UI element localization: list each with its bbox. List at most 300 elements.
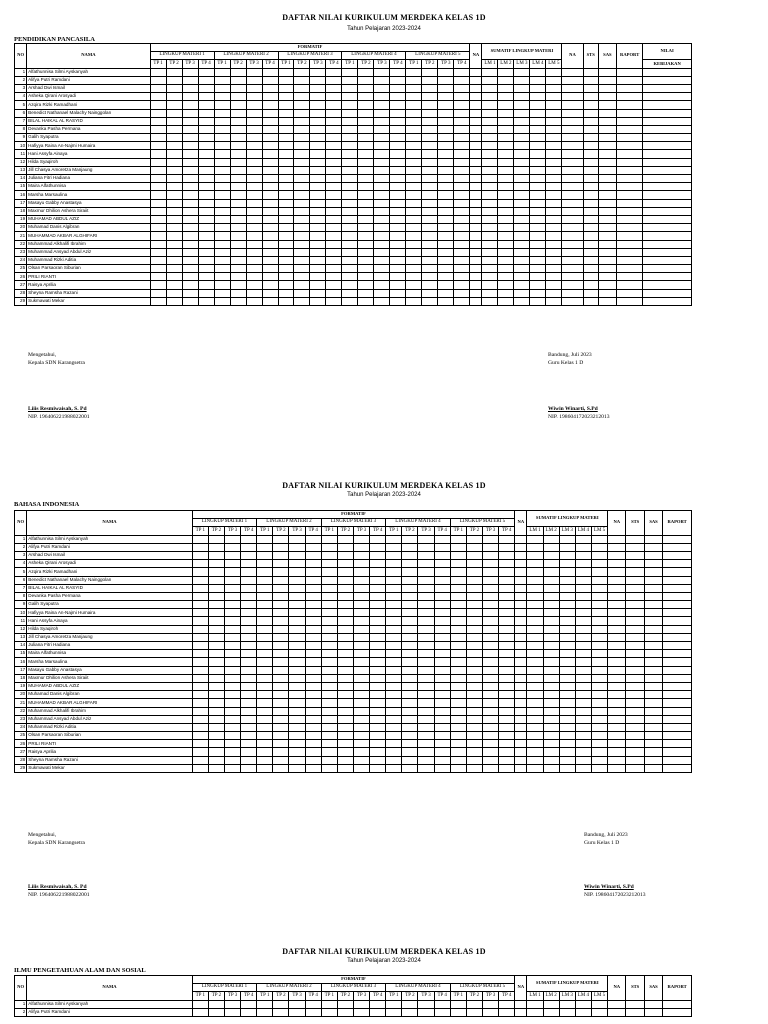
- grade-cell[interactable]: [294, 158, 310, 166]
- grade-cell[interactable]: [273, 543, 289, 551]
- grade-cell[interactable]: [246, 175, 262, 183]
- grade-cell[interactable]: [598, 289, 616, 297]
- grade-cell[interactable]: [591, 609, 607, 617]
- grade-cell[interactable]: [530, 215, 546, 223]
- grade-cell[interactable]: [454, 117, 470, 125]
- grade-cell[interactable]: [466, 642, 482, 650]
- grade-cell[interactable]: [543, 699, 559, 707]
- grade-cell[interactable]: [644, 592, 662, 600]
- grade-cell[interactable]: [257, 617, 273, 625]
- grade-cell[interactable]: [454, 289, 470, 297]
- grade-cell[interactable]: [406, 248, 422, 256]
- grade-cell[interactable]: [608, 633, 626, 641]
- grade-cell[interactable]: [278, 68, 294, 76]
- grade-cell[interactable]: [562, 232, 583, 240]
- grade-cell[interactable]: [305, 568, 321, 576]
- grade-cell[interactable]: [321, 592, 337, 600]
- grade-cell[interactable]: [386, 732, 402, 740]
- grade-cell[interactable]: [527, 568, 543, 576]
- grade-cell[interactable]: [422, 215, 438, 223]
- grade-cell[interactable]: [499, 682, 515, 690]
- grade-cell[interactable]: [241, 535, 257, 543]
- grade-cell[interactable]: [321, 748, 337, 756]
- grade-cell[interactable]: [246, 265, 262, 273]
- grade-cell[interactable]: [454, 183, 470, 191]
- grade-cell[interactable]: [406, 166, 422, 174]
- grade-cell[interactable]: [386, 740, 402, 748]
- grade-cell[interactable]: [337, 625, 353, 633]
- grade-cell[interactable]: [527, 551, 543, 559]
- grade-cell[interactable]: [406, 215, 422, 223]
- grade-cell[interactable]: [499, 543, 515, 551]
- grade-cell[interactable]: [626, 642, 644, 650]
- grade-cell[interactable]: [515, 592, 527, 600]
- grade-cell[interactable]: [326, 265, 342, 273]
- grade-cell[interactable]: [273, 1008, 289, 1016]
- grade-cell[interactable]: [342, 117, 358, 125]
- grade-cell[interactable]: [482, 84, 498, 92]
- grade-cell[interactable]: [434, 658, 450, 666]
- grade-cell[interactable]: [305, 650, 321, 658]
- grade-cell[interactable]: [418, 633, 434, 641]
- grade-cell[interactable]: [326, 93, 342, 101]
- grade-cell[interactable]: [617, 76, 643, 84]
- grade-cell[interactable]: [608, 699, 626, 707]
- grade-cell[interactable]: [182, 76, 198, 84]
- grade-cell[interactable]: [644, 642, 662, 650]
- grade-cell[interactable]: [482, 723, 498, 731]
- grade-cell[interactable]: [617, 84, 643, 92]
- grade-cell[interactable]: [358, 93, 374, 101]
- grade-cell[interactable]: [514, 134, 530, 142]
- grade-cell[interactable]: [208, 633, 224, 641]
- grade-cell[interactable]: [450, 691, 466, 699]
- grade-cell[interactable]: [454, 166, 470, 174]
- grade-cell[interactable]: [337, 666, 353, 674]
- grade-cell[interactable]: [182, 199, 198, 207]
- grade-cell[interactable]: [257, 740, 273, 748]
- grade-cell[interactable]: [644, 601, 662, 609]
- grade-cell[interactable]: [390, 224, 406, 232]
- grade-cell[interactable]: [321, 1008, 337, 1016]
- grade-cell[interactable]: [305, 756, 321, 764]
- grade-cell[interactable]: [310, 199, 326, 207]
- grade-cell[interactable]: [515, 748, 527, 756]
- grade-cell[interactable]: [358, 273, 374, 281]
- grade-cell[interactable]: [663, 568, 692, 576]
- grade-cell[interactable]: [337, 740, 353, 748]
- grade-cell[interactable]: [546, 150, 562, 158]
- grade-cell[interactable]: [337, 723, 353, 731]
- grade-cell[interactable]: [246, 281, 262, 289]
- grade-cell[interactable]: [663, 650, 692, 658]
- grade-cell[interactable]: [466, 650, 482, 658]
- grade-cell[interactable]: [466, 1000, 482, 1008]
- grade-cell[interactable]: [214, 199, 230, 207]
- grade-cell[interactable]: [499, 707, 515, 715]
- grade-cell[interactable]: [499, 764, 515, 772]
- grade-cell[interactable]: [182, 240, 198, 248]
- grade-cell[interactable]: [208, 609, 224, 617]
- grade-cell[interactable]: [326, 273, 342, 281]
- grade-cell[interactable]: [353, 658, 369, 666]
- grade-cell[interactable]: [342, 232, 358, 240]
- grade-cell[interactable]: [644, 1008, 662, 1016]
- grade-cell[interactable]: [358, 117, 374, 125]
- grade-cell[interactable]: [337, 658, 353, 666]
- grade-cell[interactable]: [278, 281, 294, 289]
- grade-cell[interactable]: [289, 633, 305, 641]
- grade-cell[interactable]: [370, 584, 386, 592]
- grade-cell[interactable]: [643, 84, 692, 92]
- grade-cell[interactable]: [342, 109, 358, 117]
- grade-cell[interactable]: [608, 740, 626, 748]
- grade-cell[interactable]: [305, 674, 321, 682]
- grade-cell[interactable]: [208, 707, 224, 715]
- grade-cell[interactable]: [515, 666, 527, 674]
- grade-cell[interactable]: [370, 560, 386, 568]
- grade-cell[interactable]: [305, 576, 321, 584]
- grade-cell[interactable]: [326, 84, 342, 92]
- grade-cell[interactable]: [262, 265, 278, 273]
- grade-cell[interactable]: [644, 1000, 662, 1008]
- grade-cell[interactable]: [278, 175, 294, 183]
- grade-cell[interactable]: [438, 109, 454, 117]
- grade-cell[interactable]: [370, 674, 386, 682]
- grade-cell[interactable]: [310, 256, 326, 264]
- grade-cell[interactable]: [438, 84, 454, 92]
- grade-cell[interactable]: [224, 666, 240, 674]
- grade-cell[interactable]: [342, 175, 358, 183]
- grade-cell[interactable]: [278, 158, 294, 166]
- grade-cell[interactable]: [294, 76, 310, 84]
- grade-cell[interactable]: [406, 240, 422, 248]
- grade-cell[interactable]: [575, 715, 591, 723]
- grade-cell[interactable]: [182, 183, 198, 191]
- grade-cell[interactable]: [390, 93, 406, 101]
- grade-cell[interactable]: [406, 76, 422, 84]
- grade-cell[interactable]: [450, 707, 466, 715]
- grade-cell[interactable]: [418, 650, 434, 658]
- grade-cell[interactable]: [353, 633, 369, 641]
- grade-cell[interactable]: [262, 158, 278, 166]
- grade-cell[interactable]: [166, 158, 182, 166]
- grade-cell[interactable]: [192, 592, 208, 600]
- grade-cell[interactable]: [262, 232, 278, 240]
- grade-cell[interactable]: [402, 682, 418, 690]
- grade-cell[interactable]: [262, 166, 278, 174]
- grade-cell[interactable]: [230, 84, 246, 92]
- grade-cell[interactable]: [230, 273, 246, 281]
- grade-cell[interactable]: [305, 740, 321, 748]
- grade-cell[interactable]: [482, 551, 498, 559]
- grade-cell[interactable]: [166, 191, 182, 199]
- grade-cell[interactable]: [418, 699, 434, 707]
- grade-cell[interactable]: [575, 551, 591, 559]
- grade-cell[interactable]: [273, 723, 289, 731]
- grade-cell[interactable]: [438, 93, 454, 101]
- grade-cell[interactable]: [530, 76, 546, 84]
- grade-cell[interactable]: [353, 674, 369, 682]
- grade-cell[interactable]: [434, 584, 450, 592]
- grade-cell[interactable]: [643, 166, 692, 174]
- grade-cell[interactable]: [583, 125, 598, 133]
- grade-cell[interactable]: [241, 723, 257, 731]
- grade-cell[interactable]: [150, 273, 166, 281]
- grade-cell[interactable]: [546, 142, 562, 150]
- grade-cell[interactable]: [644, 633, 662, 641]
- grade-cell[interactable]: [438, 248, 454, 256]
- grade-cell[interactable]: [310, 232, 326, 240]
- grade-cell[interactable]: [278, 240, 294, 248]
- grade-cell[interactable]: [454, 101, 470, 109]
- grade-cell[interactable]: [663, 1008, 692, 1016]
- grade-cell[interactable]: [617, 224, 643, 232]
- grade-cell[interactable]: [241, 650, 257, 658]
- grade-cell[interactable]: [617, 248, 643, 256]
- grade-cell[interactable]: [450, 764, 466, 772]
- grade-cell[interactable]: [342, 297, 358, 305]
- grade-cell[interactable]: [422, 84, 438, 92]
- grade-cell[interactable]: [198, 224, 214, 232]
- grade-cell[interactable]: [498, 76, 514, 84]
- grade-cell[interactable]: [470, 175, 482, 183]
- grade-cell[interactable]: [278, 256, 294, 264]
- grade-cell[interactable]: [663, 674, 692, 682]
- grade-cell[interactable]: [386, 560, 402, 568]
- grade-cell[interactable]: [626, 715, 644, 723]
- grade-cell[interactable]: [450, 732, 466, 740]
- grade-cell[interactable]: [663, 707, 692, 715]
- grade-cell[interactable]: [246, 191, 262, 199]
- grade-cell[interactable]: [230, 101, 246, 109]
- grade-cell[interactable]: [543, 1000, 559, 1008]
- grade-cell[interactable]: [402, 658, 418, 666]
- grade-cell[interactable]: [466, 617, 482, 625]
- grade-cell[interactable]: [498, 215, 514, 223]
- grade-cell[interactable]: [305, 658, 321, 666]
- grade-cell[interactable]: [543, 674, 559, 682]
- grade-cell[interactable]: [422, 166, 438, 174]
- grade-cell[interactable]: [182, 125, 198, 133]
- grade-cell[interactable]: [438, 125, 454, 133]
- grade-cell[interactable]: [198, 166, 214, 174]
- grade-cell[interactable]: [273, 715, 289, 723]
- grade-cell[interactable]: [150, 150, 166, 158]
- grade-cell[interactable]: [643, 224, 692, 232]
- grade-cell[interactable]: [273, 658, 289, 666]
- grade-cell[interactable]: [466, 691, 482, 699]
- grade-cell[interactable]: [257, 560, 273, 568]
- grade-cell[interactable]: [514, 175, 530, 183]
- grade-cell[interactable]: [591, 617, 607, 625]
- grade-cell[interactable]: [305, 642, 321, 650]
- grade-cell[interactable]: [310, 76, 326, 84]
- grade-cell[interactable]: [214, 101, 230, 109]
- grade-cell[interactable]: [515, 633, 527, 641]
- grade-cell[interactable]: [482, 273, 498, 281]
- grade-cell[interactable]: [626, 1008, 644, 1016]
- grade-cell[interactable]: [358, 134, 374, 142]
- grade-cell[interactable]: [450, 535, 466, 543]
- grade-cell[interactable]: [418, 1008, 434, 1016]
- grade-cell[interactable]: [466, 601, 482, 609]
- grade-cell[interactable]: [559, 551, 575, 559]
- grade-cell[interactable]: [246, 256, 262, 264]
- grade-cell[interactable]: [617, 199, 643, 207]
- grade-cell[interactable]: [166, 76, 182, 84]
- grade-cell[interactable]: [454, 273, 470, 281]
- grade-cell[interactable]: [438, 224, 454, 232]
- grade-cell[interactable]: [370, 748, 386, 756]
- grade-cell[interactable]: [374, 134, 390, 142]
- grade-cell[interactable]: [438, 150, 454, 158]
- grade-cell[interactable]: [470, 281, 482, 289]
- grade-cell[interactable]: [434, 625, 450, 633]
- grade-cell[interactable]: [546, 93, 562, 101]
- grade-cell[interactable]: [386, 609, 402, 617]
- grade-cell[interactable]: [310, 175, 326, 183]
- grade-cell[interactable]: [626, 691, 644, 699]
- grade-cell[interactable]: [422, 232, 438, 240]
- grade-cell[interactable]: [246, 273, 262, 281]
- grade-cell[interactable]: [374, 215, 390, 223]
- grade-cell[interactable]: [546, 191, 562, 199]
- grade-cell[interactable]: [575, 568, 591, 576]
- grade-cell[interactable]: [294, 93, 310, 101]
- grade-cell[interactable]: [626, 551, 644, 559]
- grade-cell[interactable]: [321, 625, 337, 633]
- grade-cell[interactable]: [530, 248, 546, 256]
- grade-cell[interactable]: [546, 273, 562, 281]
- grade-cell[interactable]: [278, 109, 294, 117]
- grade-cell[interactable]: [198, 281, 214, 289]
- grade-cell[interactable]: [434, 1000, 450, 1008]
- grade-cell[interactable]: [166, 199, 182, 207]
- grade-cell[interactable]: [663, 1000, 692, 1008]
- grade-cell[interactable]: [515, 625, 527, 633]
- grade-cell[interactable]: [192, 551, 208, 559]
- grade-cell[interactable]: [559, 666, 575, 674]
- grade-cell[interactable]: [598, 207, 616, 215]
- grade-cell[interactable]: [454, 265, 470, 273]
- grade-cell[interactable]: [305, 535, 321, 543]
- grade-cell[interactable]: [353, 682, 369, 690]
- grade-cell[interactable]: [482, 699, 498, 707]
- grade-cell[interactable]: [482, 109, 498, 117]
- grade-cell[interactable]: [337, 633, 353, 641]
- grade-cell[interactable]: [166, 281, 182, 289]
- grade-cell[interactable]: [422, 207, 438, 215]
- grade-cell[interactable]: [514, 215, 530, 223]
- grade-cell[interactable]: [591, 658, 607, 666]
- grade-cell[interactable]: [278, 142, 294, 150]
- grade-cell[interactable]: [246, 134, 262, 142]
- grade-cell[interactable]: [644, 674, 662, 682]
- grade-cell[interactable]: [230, 134, 246, 142]
- grade-cell[interactable]: [390, 142, 406, 150]
- grade-cell[interactable]: [626, 674, 644, 682]
- grade-cell[interactable]: [214, 207, 230, 215]
- grade-cell[interactable]: [198, 125, 214, 133]
- grade-cell[interactable]: [386, 1008, 402, 1016]
- grade-cell[interactable]: [454, 248, 470, 256]
- grade-cell[interactable]: [370, 642, 386, 650]
- grade-cell[interactable]: [559, 748, 575, 756]
- grade-cell[interactable]: [273, 642, 289, 650]
- grade-cell[interactable]: [482, 166, 498, 174]
- grade-cell[interactable]: [150, 232, 166, 240]
- grade-cell[interactable]: [482, 93, 498, 101]
- grade-cell[interactable]: [617, 142, 643, 150]
- grade-cell[interactable]: [386, 658, 402, 666]
- grade-cell[interactable]: [374, 191, 390, 199]
- grade-cell[interactable]: [214, 240, 230, 248]
- grade-cell[interactable]: [214, 117, 230, 125]
- grade-cell[interactable]: [370, 764, 386, 772]
- grade-cell[interactable]: [402, 625, 418, 633]
- grade-cell[interactable]: [482, 756, 498, 764]
- grade-cell[interactable]: [626, 609, 644, 617]
- grade-cell[interactable]: [643, 265, 692, 273]
- grade-cell[interactable]: [198, 93, 214, 101]
- grade-cell[interactable]: [402, 617, 418, 625]
- grade-cell[interactable]: [559, 699, 575, 707]
- grade-cell[interactable]: [608, 666, 626, 674]
- grade-cell[interactable]: [262, 175, 278, 183]
- grade-cell[interactable]: [663, 740, 692, 748]
- grade-cell[interactable]: [402, 707, 418, 715]
- grade-cell[interactable]: [374, 166, 390, 174]
- grade-cell[interactable]: [257, 535, 273, 543]
- grade-cell[interactable]: [150, 207, 166, 215]
- grade-cell[interactable]: [208, 560, 224, 568]
- grade-cell[interactable]: [644, 625, 662, 633]
- grade-cell[interactable]: [326, 207, 342, 215]
- grade-cell[interactable]: [305, 560, 321, 568]
- grade-cell[interactable]: [241, 682, 257, 690]
- grade-cell[interactable]: [575, 699, 591, 707]
- grade-cell[interactable]: [454, 125, 470, 133]
- grade-cell[interactable]: [499, 625, 515, 633]
- grade-cell[interactable]: [198, 265, 214, 273]
- grade-cell[interactable]: [559, 560, 575, 568]
- grade-cell[interactable]: [530, 142, 546, 150]
- grade-cell[interactable]: [192, 732, 208, 740]
- grade-cell[interactable]: [406, 93, 422, 101]
- grade-cell[interactable]: [390, 125, 406, 133]
- grade-cell[interactable]: [230, 158, 246, 166]
- grade-cell[interactable]: [663, 617, 692, 625]
- grade-cell[interactable]: [575, 764, 591, 772]
- grade-cell[interactable]: [402, 601, 418, 609]
- grade-cell[interactable]: [374, 125, 390, 133]
- grade-cell[interactable]: [326, 166, 342, 174]
- grade-cell[interactable]: [257, 682, 273, 690]
- grade-cell[interactable]: [482, 256, 498, 264]
- grade-cell[interactable]: [358, 256, 374, 264]
- grade-cell[interactable]: [370, 1008, 386, 1016]
- grade-cell[interactable]: [257, 601, 273, 609]
- grade-cell[interactable]: [305, 592, 321, 600]
- grade-cell[interactable]: [224, 560, 240, 568]
- grade-cell[interactable]: [562, 166, 583, 174]
- grade-cell[interactable]: [289, 568, 305, 576]
- grade-cell[interactable]: [150, 256, 166, 264]
- grade-cell[interactable]: [241, 633, 257, 641]
- grade-cell[interactable]: [241, 764, 257, 772]
- grade-cell[interactable]: [337, 707, 353, 715]
